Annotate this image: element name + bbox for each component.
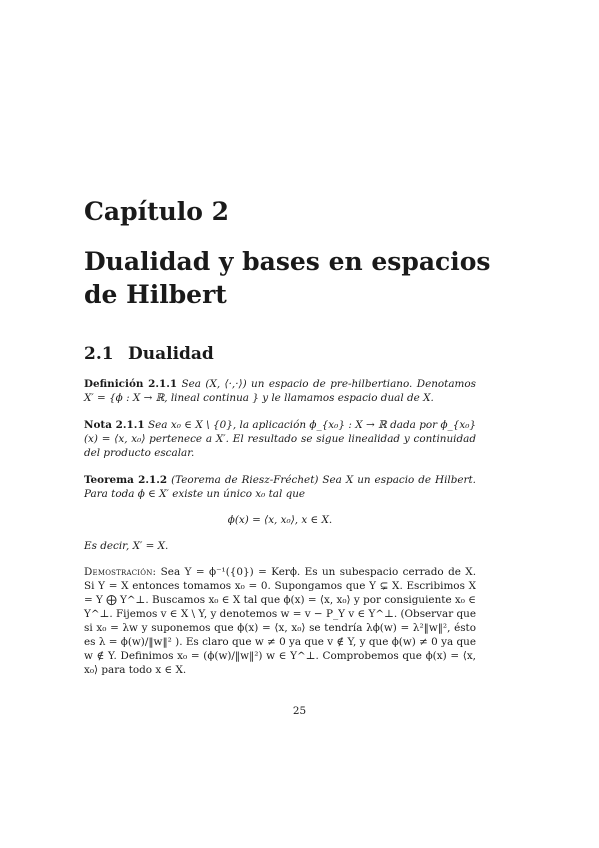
section-heading — [84, 344, 214, 364]
theorem-block — [84, 473, 476, 501]
note-text: Sea x₀ ∈ X \ {0}, la aplicación ϕ_{x₀} : X → ℝ dada por ϕ_{x₀}(x) = ⟨x, x₀⟩ pertenece a X′. El resultado se sigue linealidad y continuidad del producto escalar. — [84, 419, 476, 459]
proof-block — [84, 565, 476, 677]
chapter-label: Capítulo 2 — [84, 197, 230, 226]
definition-block — [84, 377, 476, 405]
page-number: 25 — [292, 705, 307, 717]
theorem-display-equation: ϕ(x) = ⟨x, x₀⟩, x ∈ X. — [227, 514, 333, 526]
theorem-text: (Teorema de Riesz-Fréchet) Sea X un espacio de Hilbert. Para toda ϕ ∈ X′ existe un único x₀ tal que — [84, 474, 476, 500]
chapter-title: Dualidad y bases en espacios de Hilbert — [84, 247, 491, 309]
proof-head: Demostración: — [84, 566, 157, 578]
note-head: Nota 2.1.1 — [84, 419, 145, 431]
theorem-conclusion: Es decir, X′ = X. — [84, 540, 169, 552]
note-block — [84, 418, 476, 460]
section-title: Dualidad — [128, 344, 214, 364]
definition-head: Definición 2.1.1 — [84, 378, 178, 390]
proof-text: Sea Y = ϕ⁻¹({0}) = Kerϕ. Es un subespacio cerrado de X. Si Y = X entonces tomamos x₀ = 0. Supongamos que Y ⊊ X. Escribimos X = Y ⨁ Y^⊥. Buscamos x₀ ∈ X tal que ϕ(x) = ⟨x, x₀⟩ y por consiguiente x₀ ∈ Y^⊥. Fijemos v ∈ X \ Y, y denotemos w = v − P_Y v ∈ Y^⊥. (Observar que si x₀ = λw y suponemos que ϕ(x) = ⟨x, x₀⟩ se tendría λϕ(w) = λ²‖w‖², ésto es λ = ϕ(w)/‖w‖² ). Es claro que w ≠ 0 ya que v ∉ Y, y que ϕ(w) ≠ 0 ya que w ∉ Y. Definimos x₀ = (ϕ(w)/‖w‖²) w ∈ Y^⊥. Comprobemos que ϕ(x) = ⟨x, x₀⟩ para todo x ∈ X. — [84, 566, 476, 676]
theorem-head: Teorema 2.1.2 — [84, 474, 168, 486]
definition-text: Sea (X, ⟨·,·⟩) un espacio de pre-hilbertiano. Denotamos X′ = {ϕ : X → ℝ, lineal continua } y le llamamos espacio dual de X. — [84, 378, 476, 404]
section-number: 2.1 — [84, 344, 114, 364]
